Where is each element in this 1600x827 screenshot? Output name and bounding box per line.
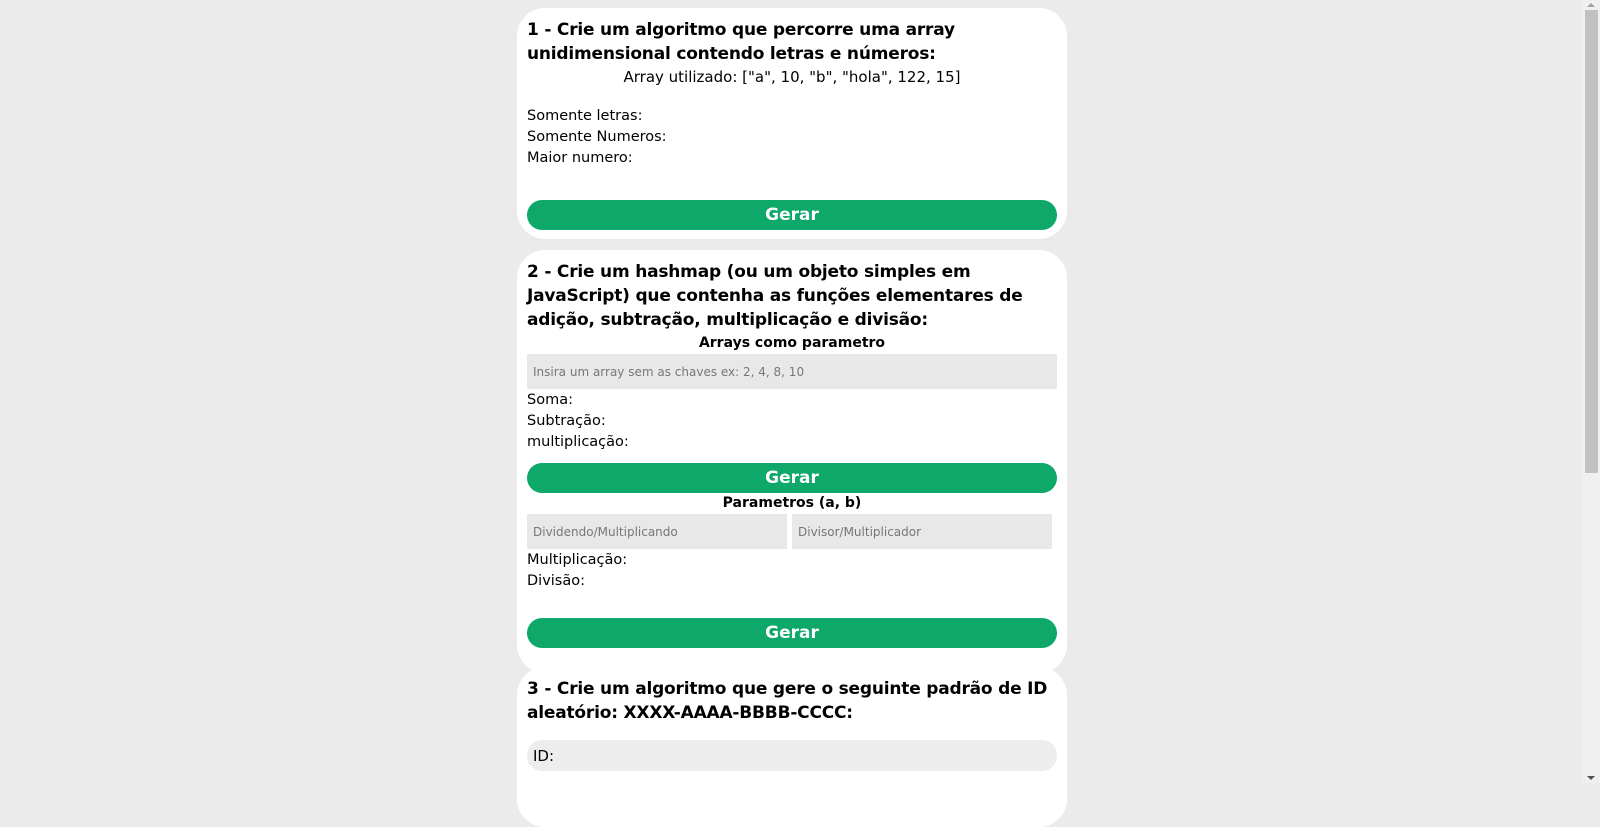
- section-3-card: [517, 667, 1067, 827]
- section-1-generate-button[interactable]: Gerar: [527, 200, 1057, 230]
- section-2-title: 2 - Crie um hashmap (ou um objeto simples em JavaScript) que contenha as funções elementares de adição, subtração, multiplicação e divisão:: [527, 262, 1023, 330]
- scroll-down-arrow-icon[interactable]: [1587, 776, 1595, 780]
- multiplication-result: Multiplicação:: [527, 552, 628, 568]
- section-1-title: 1 - Crie um algoritmo que percorre uma array unidimensional contendo letras e números:: [527, 20, 955, 64]
- section-3-title: 3 - Crie um algoritmo que gere o seguinte padrão de ID aleatório: XXXX-AAAA-BBBB-CCCC:: [527, 679, 1048, 723]
- scroll-up-arrow-icon[interactable]: [1587, 3, 1595, 7]
- only-numbers-result: Somente Numeros:: [527, 129, 667, 145]
- only-letters-result: Somente letras:: [527, 108, 643, 124]
- sum-result: Soma:: [527, 392, 573, 408]
- arrays-generate-button[interactable]: Gerar: [527, 463, 1057, 493]
- param-b-placeholder: Divisor/Multiplicador: [798, 524, 922, 539]
- params-generate-button[interactable]: Gerar: [527, 618, 1057, 648]
- param-b-input[interactable]: [792, 514, 1052, 549]
- array-input-placeholder: Insira um array sem as chaves ex: 2, 4, 8, 10: [533, 364, 805, 379]
- section-2-card: [517, 250, 1067, 673]
- array-input[interactable]: [527, 354, 1057, 389]
- arrays-subtitle: Arrays como parametro: [698, 335, 886, 351]
- id-output: [527, 740, 1057, 771]
- params-subtitle: Parametros (a, b): [722, 495, 862, 511]
- vertical-scrollbar[interactable]: [1583, 0, 1600, 783]
- array-used-text: Array utilizado: ["a", 10, "b", "hola", 122, 15]: [623, 68, 961, 86]
- largest-number-result: Maior numero:: [527, 150, 633, 166]
- subtraction-result: Subtração:: [527, 413, 606, 429]
- params-inputs-row: [527, 514, 1057, 549]
- param-a-placeholder: Dividendo/Multiplicando: [533, 524, 678, 539]
- scrollbar-thumb[interactable]: [1585, 10, 1598, 473]
- section-1-card: [517, 8, 1067, 239]
- param-a-input[interactable]: [527, 514, 787, 549]
- id-label: ID:: [533, 746, 555, 765]
- division-result: Divisão:: [527, 573, 585, 589]
- multiplication-array-result: multiplicação:: [527, 434, 629, 450]
